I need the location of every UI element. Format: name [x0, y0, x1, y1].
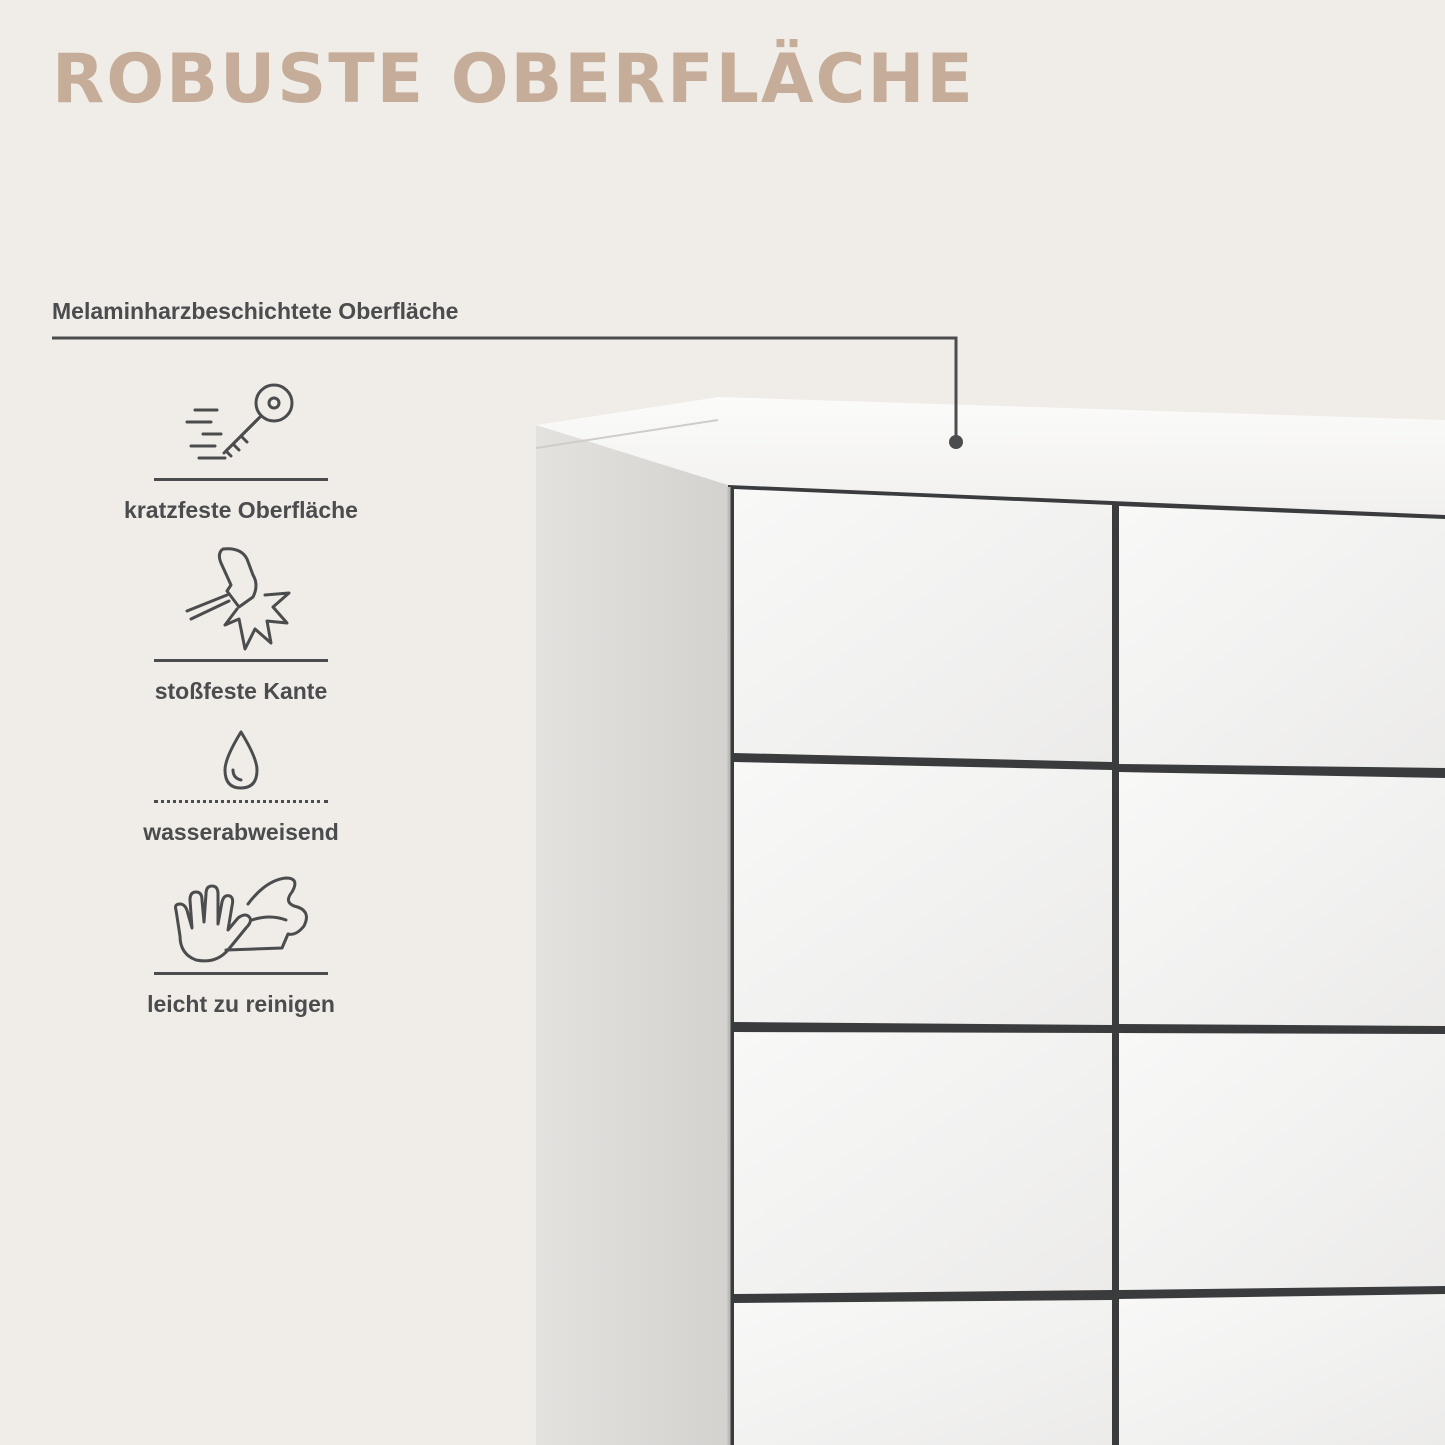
feature-impact-resistant	[120, 545, 362, 705]
callout-label: Melaminharzbeschichtete Oberfläche	[52, 298, 459, 324]
drawer-front	[734, 1032, 1112, 1294]
drawer-front	[734, 1300, 1112, 1445]
page-headline: ROBUSTE OBERFLÄCHE	[52, 40, 975, 119]
cabinet-side-panel	[536, 397, 728, 1445]
drawer-front	[734, 489, 1112, 762]
water-drop-icon	[211, 728, 271, 792]
drawer-front	[1119, 772, 1445, 1026]
feature-label: leicht zu reinigen	[147, 991, 335, 1017]
feature-label: wasserabweisend	[143, 819, 339, 845]
feature-label: stoßfeste Kante	[154, 678, 328, 704]
feature-divider	[154, 478, 328, 481]
feature-divider	[154, 800, 328, 803]
key-scratch-icon	[181, 378, 301, 464]
drawer-front	[1119, 506, 1445, 768]
drawer-front	[1119, 1033, 1445, 1290]
feature-divider	[154, 659, 328, 662]
feature-divider	[154, 972, 328, 975]
feature-easy-to-clean	[120, 874, 362, 1018]
hammer-impact-icon	[181, 545, 301, 653]
feature-water-repellent	[120, 728, 362, 846]
feature-label: kratzfeste Oberfläche	[124, 497, 358, 523]
drawer-front	[1119, 1294, 1445, 1445]
hand-cloth-wipe-icon	[166, 874, 316, 970]
feature-scratch-resistant	[120, 378, 362, 524]
drawer-front	[734, 762, 1112, 1025]
